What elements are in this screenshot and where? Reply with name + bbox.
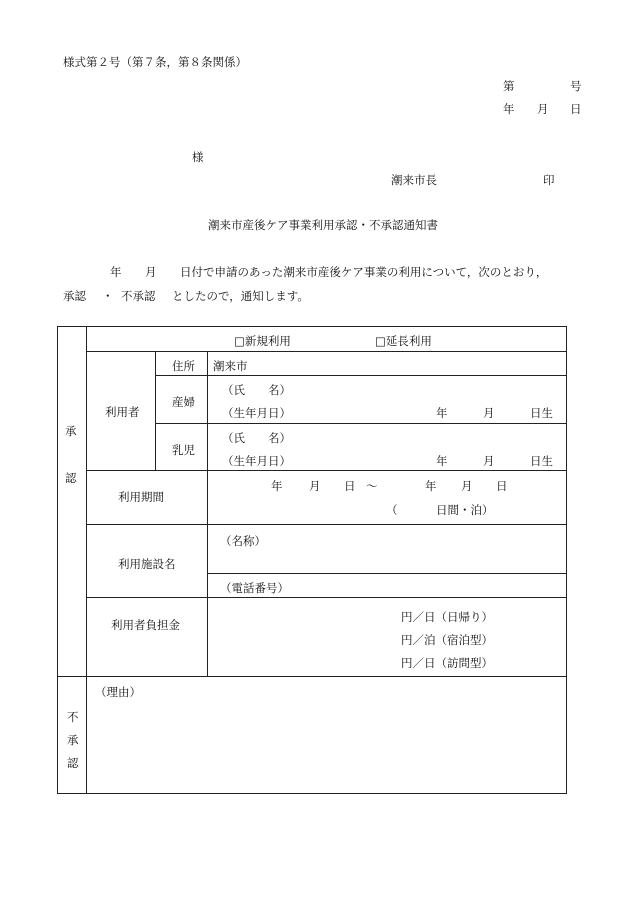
user-label: 利用者 xyxy=(105,405,140,419)
option-extend-checkbox[interactable]: □延長利用 xyxy=(375,334,432,348)
date-year: 年 xyxy=(503,102,515,116)
reject-label-3: 認 xyxy=(67,756,79,770)
period-start-month: 月 xyxy=(309,479,321,493)
period-end-month: 月 xyxy=(461,479,473,493)
infant-birth-year: 年 xyxy=(436,454,448,468)
infant-label: 乳児 xyxy=(172,443,195,457)
period-days: 日間・泊） xyxy=(436,503,494,517)
body-year: 年 xyxy=(110,265,122,279)
mother-name-label: （氏 名） xyxy=(222,383,291,397)
infant-birth-day: 日生 xyxy=(530,454,553,468)
period-end-year: 年 xyxy=(425,479,437,493)
mother-birthdate-label: （生年月日） xyxy=(222,406,291,420)
page-title: 潮来市産後ケア事業利用承認・不承認通知書 xyxy=(208,218,438,232)
infant-birth-month: 月 xyxy=(483,454,495,468)
body-line2-rest: としたので，通知します。 xyxy=(172,289,309,303)
reject-label-1: 不 xyxy=(67,710,79,724)
infant-birthdate-label: （生年月日） xyxy=(222,454,291,468)
reason-label: （理由） xyxy=(95,685,141,699)
date-day: 日 xyxy=(570,102,582,116)
date-month: 月 xyxy=(537,102,549,116)
facility-phone-label: （電話番号） xyxy=(220,581,289,595)
mother-birth-year: 年 xyxy=(436,406,448,420)
body-disapprove: 不承認 xyxy=(121,289,156,303)
period-start-day: 日 xyxy=(344,479,356,493)
body-line1-rest: 日付で申請のあった潮来市産後ケア事業の利用について，次のとおり， xyxy=(180,265,548,279)
addressee-honorific: 様 xyxy=(192,150,204,164)
body-month: 月 xyxy=(145,265,157,279)
option-new-checkbox[interactable]: □新規利用 xyxy=(234,334,291,348)
period-label: 利用期間 xyxy=(118,490,164,504)
doc-no-suffix: 号 xyxy=(570,79,582,93)
approve-label-1: 承 xyxy=(65,424,77,438)
address-label: 住所 xyxy=(172,359,195,373)
body-dot: ・ xyxy=(102,289,114,303)
fee-day-trip: 円／日（日帰り） xyxy=(401,610,493,624)
doc-no-prefix: 第 xyxy=(503,79,515,93)
approve-label-2: 認 xyxy=(65,471,77,485)
period-start-year: 年 xyxy=(271,479,283,493)
form-number: 様式第２号（第７条，第８条関係） xyxy=(63,55,247,69)
mother-label: 産婦 xyxy=(172,395,195,409)
fee-overnight: 円／泊（宿泊型） xyxy=(401,633,493,647)
mother-birth-day: 日生 xyxy=(530,406,553,420)
fee-label: 利用者負担金 xyxy=(111,618,180,632)
body-approve: 承認 xyxy=(63,289,86,303)
period-tilde: ～ xyxy=(366,479,378,493)
facility-name-label: （名称） xyxy=(220,534,266,548)
sender-title: 潮来市長 xyxy=(391,173,437,187)
address-value[interactable]: 潮来市 xyxy=(213,359,248,373)
period-paren-open: （ xyxy=(386,503,398,517)
mother-birth-month: 月 xyxy=(483,406,495,420)
infant-name-label: （氏 名） xyxy=(222,431,291,445)
facility-label: 利用施設名 xyxy=(118,557,176,571)
period-end-day: 日 xyxy=(496,479,508,493)
reject-label-2: 承 xyxy=(67,733,79,747)
fee-visit: 円／日（訪問型） xyxy=(401,656,493,670)
sender-seal: 印 xyxy=(543,173,555,187)
